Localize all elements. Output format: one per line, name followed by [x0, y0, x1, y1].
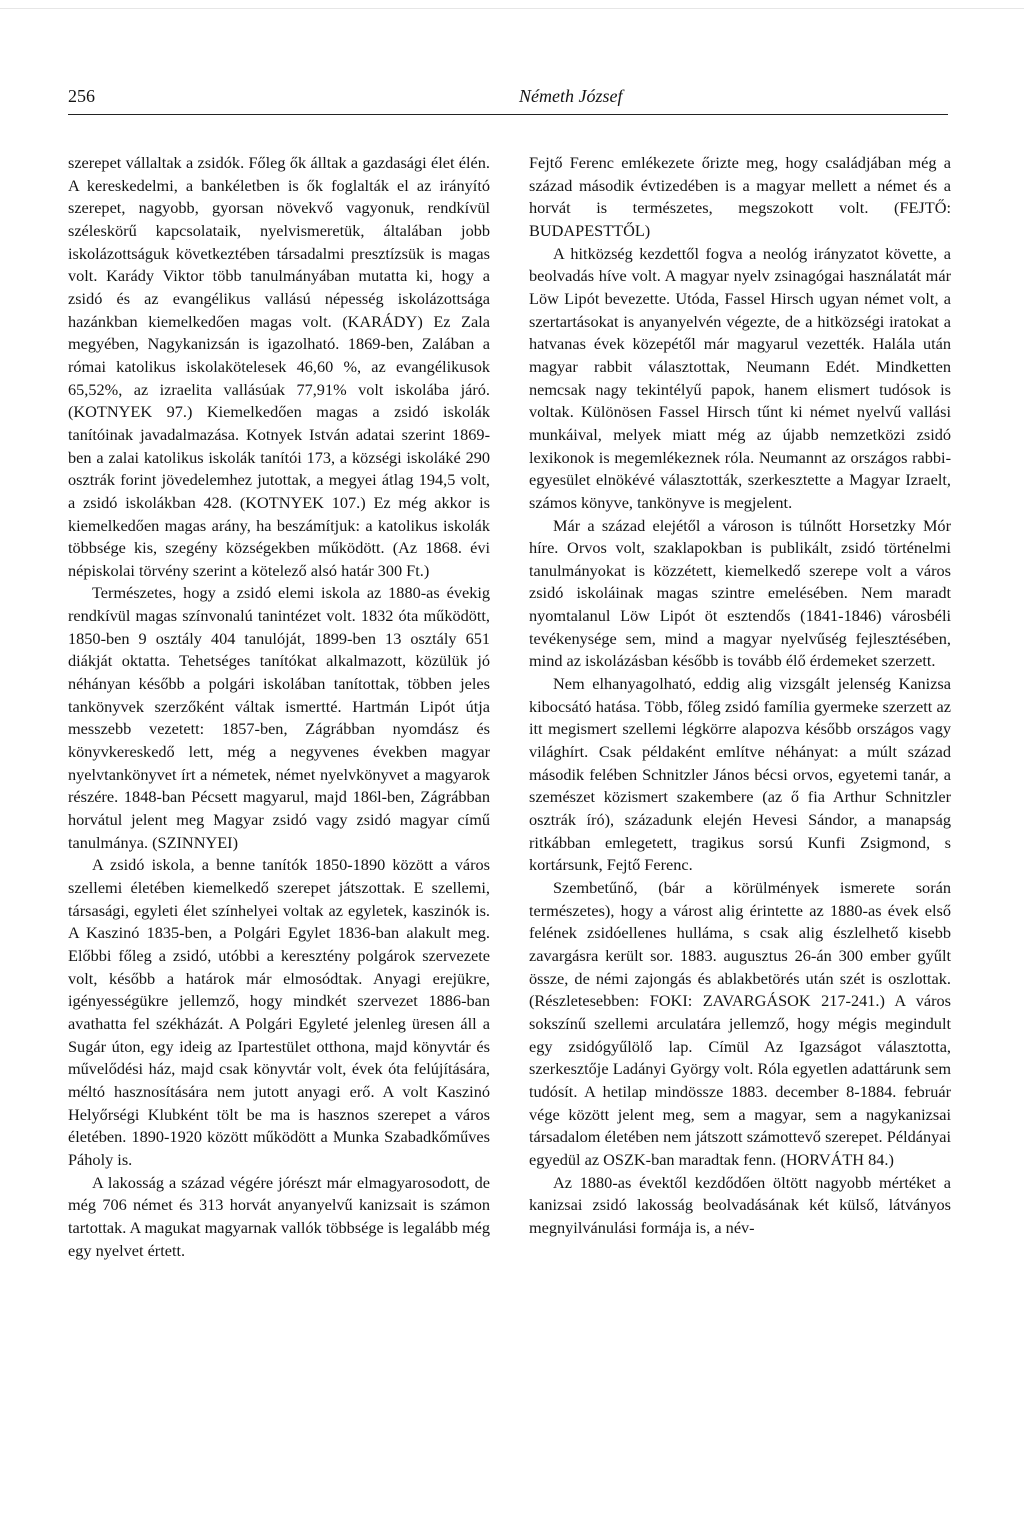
paragraph: Szembetűnő, (bár a körülmények ismerete során természetes), hogy a várost alig érintette az 1880-as évek első felének zsidóellenes hulláma, s csak alig észlelhető kisebb zavargásra került sor. 1883. augusztus 26-án 300 ember gyűlt össze, de némi zajongás és ablakbetörés után szét is oszlottak. (Részletesebben: FOKI: ZAVARGÁSOK 217-241.) A város sokszínű szellemi arculatára jellemző, hogy mégis megindult egy zsidógyűlölő lap. Címül Az Igazságot választotta, szerkesztője Ladányi György volt. Róla egyetlen adattárunk sem tudósít. A hetilap mindössze 1883. december 8-1884. február vége között jelent meg, sem a magyar, sem a nagykanizsai társadalom életében nem játszott számottevő szerepet. Példányai egyedül az OSZK-ban maradtak fenn. (HORVÁTH 84.) [529, 878, 951, 1169]
paragraph: A hitközség kezdettől fogva a neológ irányzatot követte, a beolvadás híve volt. A magyar nyelv zsinagógai használatát már Löw Lipót bevezette. Utóda, Fassel Hirsch ugyan német volt, a szertartásokat is anyanyelvén végezte, de a hitközségi iratokat a hatvanas évek közepétől már magyarul vezették. Halála után magyar rabbit választottak, Neumann Edét. Mindketten nemcsak nagy tekintélyű papok, hanem elismert tudósok is voltak. Különösen Fassel Hirsch tűnt ki német nyelvű vallási munkáival, melyek miatt még az újabb nemzetközi zsidó lexikonok is megemlékeznek róla. Neumannt az országos rabbi-egyesület elnökévé választották, szerkesztette a Magyar Izraelt, számos könyve, tankönyve is megjelent. [529, 243, 951, 512]
paragraph: Az 1880-as évektől kezdődően öltött nagyobb mértéket a kanizsai zsidó lakosság beolvadásának két külső, látványos megnyilvánulási formája is, a név- [529, 1172, 951, 1237]
paragraph: Már a század elejétől a városon is túlnőtt Horsetzky Mór híre. Orvos volt, szaklapokban is publikált, zsidó történelmi tanulmányokat is közzétett, kiemelkedő szerepe volt a város zsidó iskoláinak magas szintre emelésében. Nem maradt nyomtalanul Löw Lipót öt esztendős (1841-1846) városbéli tevékenysége sem, mind a magyar nyelvűség fejlesztésében, mind az iskolázásban később is tovább élő érdemeket szerzett. [529, 515, 951, 671]
right-text-column [529, 152, 951, 1240]
paragraph: Fejtő Ferenc emlékezete őrizte meg, hogy családjában még a század második évtizedében is a magyar mellett a német és a horvát is természetes, megszokott volt. (FEJTŐ: BUDAPESTTŐL) [529, 153, 951, 240]
paragraph: szerepet vállaltak a zsidók. Főleg ők álltak a gazdasági élet élén. A kereskedelmi, a bankéletben is ők foglalták el az irányító szerepet, nagyobb, gyorsan növekvő vagyonuk, rendkívül széleskörű kapcsolataik, nyelvismeretük, általában jobb iskolázottságuk következtében társadalmi presztízsük is magas volt. Karády Viktor több tanulmányában mutatta ki, hogy a zsidó és az evangélikus vallású népesség iskolázottsága hazánkban kiemelkedően magas volt. (KARÁDY) Ez Zala megyében, Nagykanizsán is igazolható. 1869-ben, Zalában a római katolikus iskolakötelesek 46,60 %, az evangélikusok 65,52%, az izraelita vallásúak 77,91% volt iskolába járó. (KOTNYEK 97.) Kiemelkedően magas a zsidó iskolák tanítóinak javadalmazása. Kotnyek István adatai szerint 1869-ben a zalai katolikus iskolák tanítói 173, a községi iskoláké 290 osztrák forint jövedelemhez jutottak, a megyei átlag 194,5 volt, a zsidó iskolákban 428. (KOTNYEK 107.) Ez még akkor is kiemelkedően magas arány, ha beszámítjuk: a katolikus iskolák többsége kis, szegény községekben működött. (Az 1868. évi népiskolai törvény szerint a kötelező alsó határ 300 Ft.) [68, 153, 490, 580]
paragraph: A lakosság a század végére jórészt már elmagyarosodott, de még 706 német és 313 horvát anyanyelvű kanizsait is számon tartottak. A magukat magyarnak vallók többsége is legalább még egy nyelvet értett. [68, 1172, 490, 1260]
paragraph: Természetes, hogy a zsidó elemi iskola az 1880-as évekig rendkívül magas színvonalú tanintézet volt. 1832 óta működött, 1850-ben 9 osztály 404 tanulóját, 1899-ben 13 osztály 651 diákját oktatta. Tehetséges tanítókat alkalmazott, közülük jó néhányan később a polgári iskolában tanítottak, többen jeles tankönyvek szerzőként váltak ismertté. Hartmán Lipót útja messzebb vezetett: 1857-ben, Zágrábban nyomdász és könyvkereskedő lett, még a negyvenes években magyar nyelvtankönyvet írt a németek, német nyelvkönyvet a magyarok részére. 1848-ban Pécsett magyarul, majd 186l-ben, Zágrábban horvátul jelent meg Magyar zsidó vagy zsidó magyar című tanulmánya. (SZINNYEI) [68, 583, 490, 852]
paragraph: Nem elhanyagolható, eddig alig vizsgált jelenség Kanizsa kibocsátó hatása. Több, főleg zsidó família gyermeke szerzett az itt megismert szellemi légkörre alapozva később országos vagy világhírt. Csak példaként említve néhányat: a múlt század második felében Schnitzler János bécsi orvos, egyetemi tanár, a szemészet közismert szakembere (az ő fia Arthur Schnitzler osztrák író), századunk elején Hevesi Sándor, a manapság ritkábban emlegetett, tragikus sorsú Kunfi Zsigmond, s kortársunk, Fejtő Ferenc. [529, 674, 951, 875]
paragraph: A zsidó iskola, a benne tanítók 1850-1890 között a város szellemi életében kiemelkedő szerepet játszottak. E szellemi, társasági, egyleti élet színhelyei voltak az egyletek, kaszinók is. A Kaszinó 1835-ben, a Polgári Egylet 1836-ban alakult meg. Előbbi főleg a zsidó, utóbbi a keresztény polgárok szervezete volt, később a határok már elmosódtak. Anyagi erejükre, igényességükre jellemző, hogy mindkét szervezet 1886-ban avathatta fel székházát. A Polgári Egyleté jelenleg üresen áll a Sugár úton, egy ideig az Ipartestület otthona, majd könyvtár és művelődési ház, majd csak könyvtár volt, évek óta felújítására, méltó hasznosítására nem jutott anyagi erő. A volt Kaszinó Helyőrségi Klubként tölt be ma is hasznos szerepet a város életében. 1890-1920 között működött a Munka Szabadkőműves Páholy is. [68, 855, 490, 1169]
scan-edge-line [0, 8, 1024, 9]
page-header [68, 84, 948, 115]
left-text-column [68, 152, 490, 1262]
page-number: 256 [68, 86, 95, 106]
running-title-author: Németh József [519, 86, 623, 106]
